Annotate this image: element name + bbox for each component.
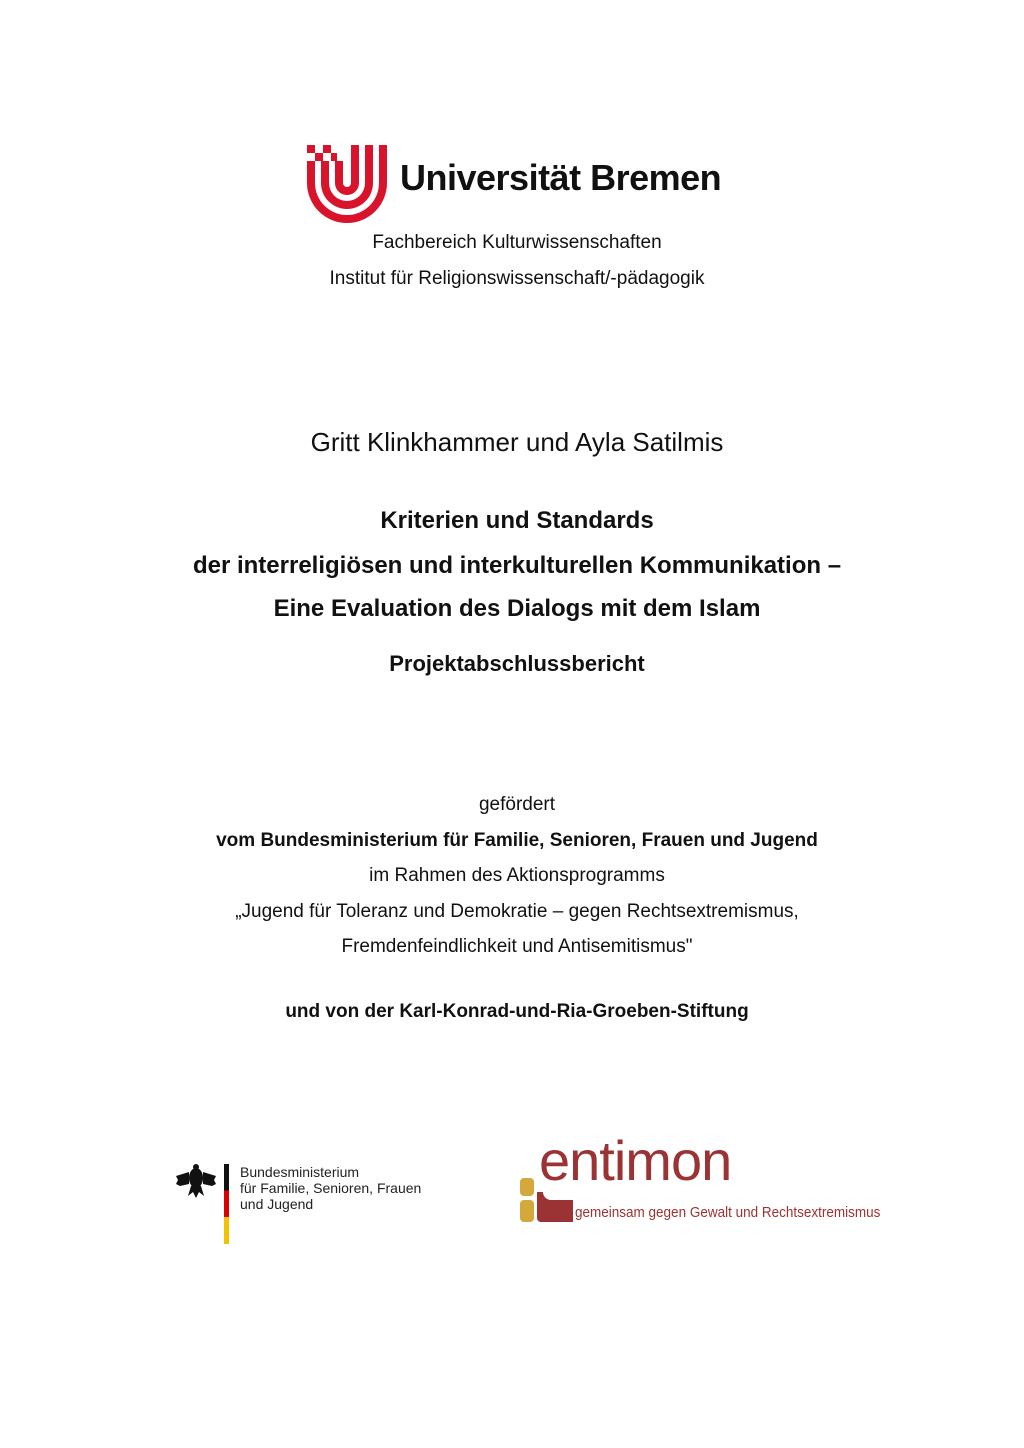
entimon-wordmark: entimon — [539, 1129, 732, 1192]
entimon-logo — [517, 1129, 917, 1230]
eagle-icon — [176, 1164, 216, 1200]
funding-line-1: gefördert — [478, 794, 556, 815]
funding-line-6: und von der Karl-Konrad-und-Ria-Groeben-Stiftung — [285, 1001, 749, 1022]
funding-line-5: Fremdenfeindlichkeit und Antisemitismus" — [341, 936, 693, 957]
bmfsfj-line: und Jugend — [240, 1196, 314, 1212]
subtitle: Projektabschlussbericht — [389, 651, 645, 676]
funding-line-4: „Jugend für Toleranz und Demokratie – gegen Rechtsextremismus, — [235, 901, 799, 922]
bmfsfj-line: für Familie, Senioren, Frauen — [240, 1180, 422, 1196]
department: Fachbereich Kulturwissenschaften — [372, 232, 662, 253]
institute: Institut für Religionswissenschaft/-pädagogik — [329, 268, 705, 289]
funding-line-3: im Rahmen des Aktionsprogramms — [369, 865, 665, 886]
funding-line-2: vom Bundesministerium für Familie, Senioren, Frauen und Jugend — [216, 830, 818, 851]
german-flag-bar — [224, 1164, 229, 1244]
title-line-2: der interreligiösen und interkulturellen Kommunikation – — [192, 552, 842, 579]
entimon-tagline: gemeinsam gegen Gewalt und Rechtsextremismus — [575, 1204, 881, 1221]
title-line-1: Kriterien und Standards — [380, 507, 654, 534]
university-name: Universität Bremen — [400, 157, 722, 198]
authors: Gritt Klinkhammer und Ayla Satilmis — [310, 427, 724, 457]
bmfsfj-line: Bundesministerium — [240, 1164, 360, 1180]
title-line-3: Eine Evaluation des Dialogs mit dem Islam — [273, 595, 761, 622]
university-logo — [305, 145, 745, 225]
bmfsfj-logo — [176, 1160, 476, 1250]
university-emblem-icon — [305, 145, 389, 223]
